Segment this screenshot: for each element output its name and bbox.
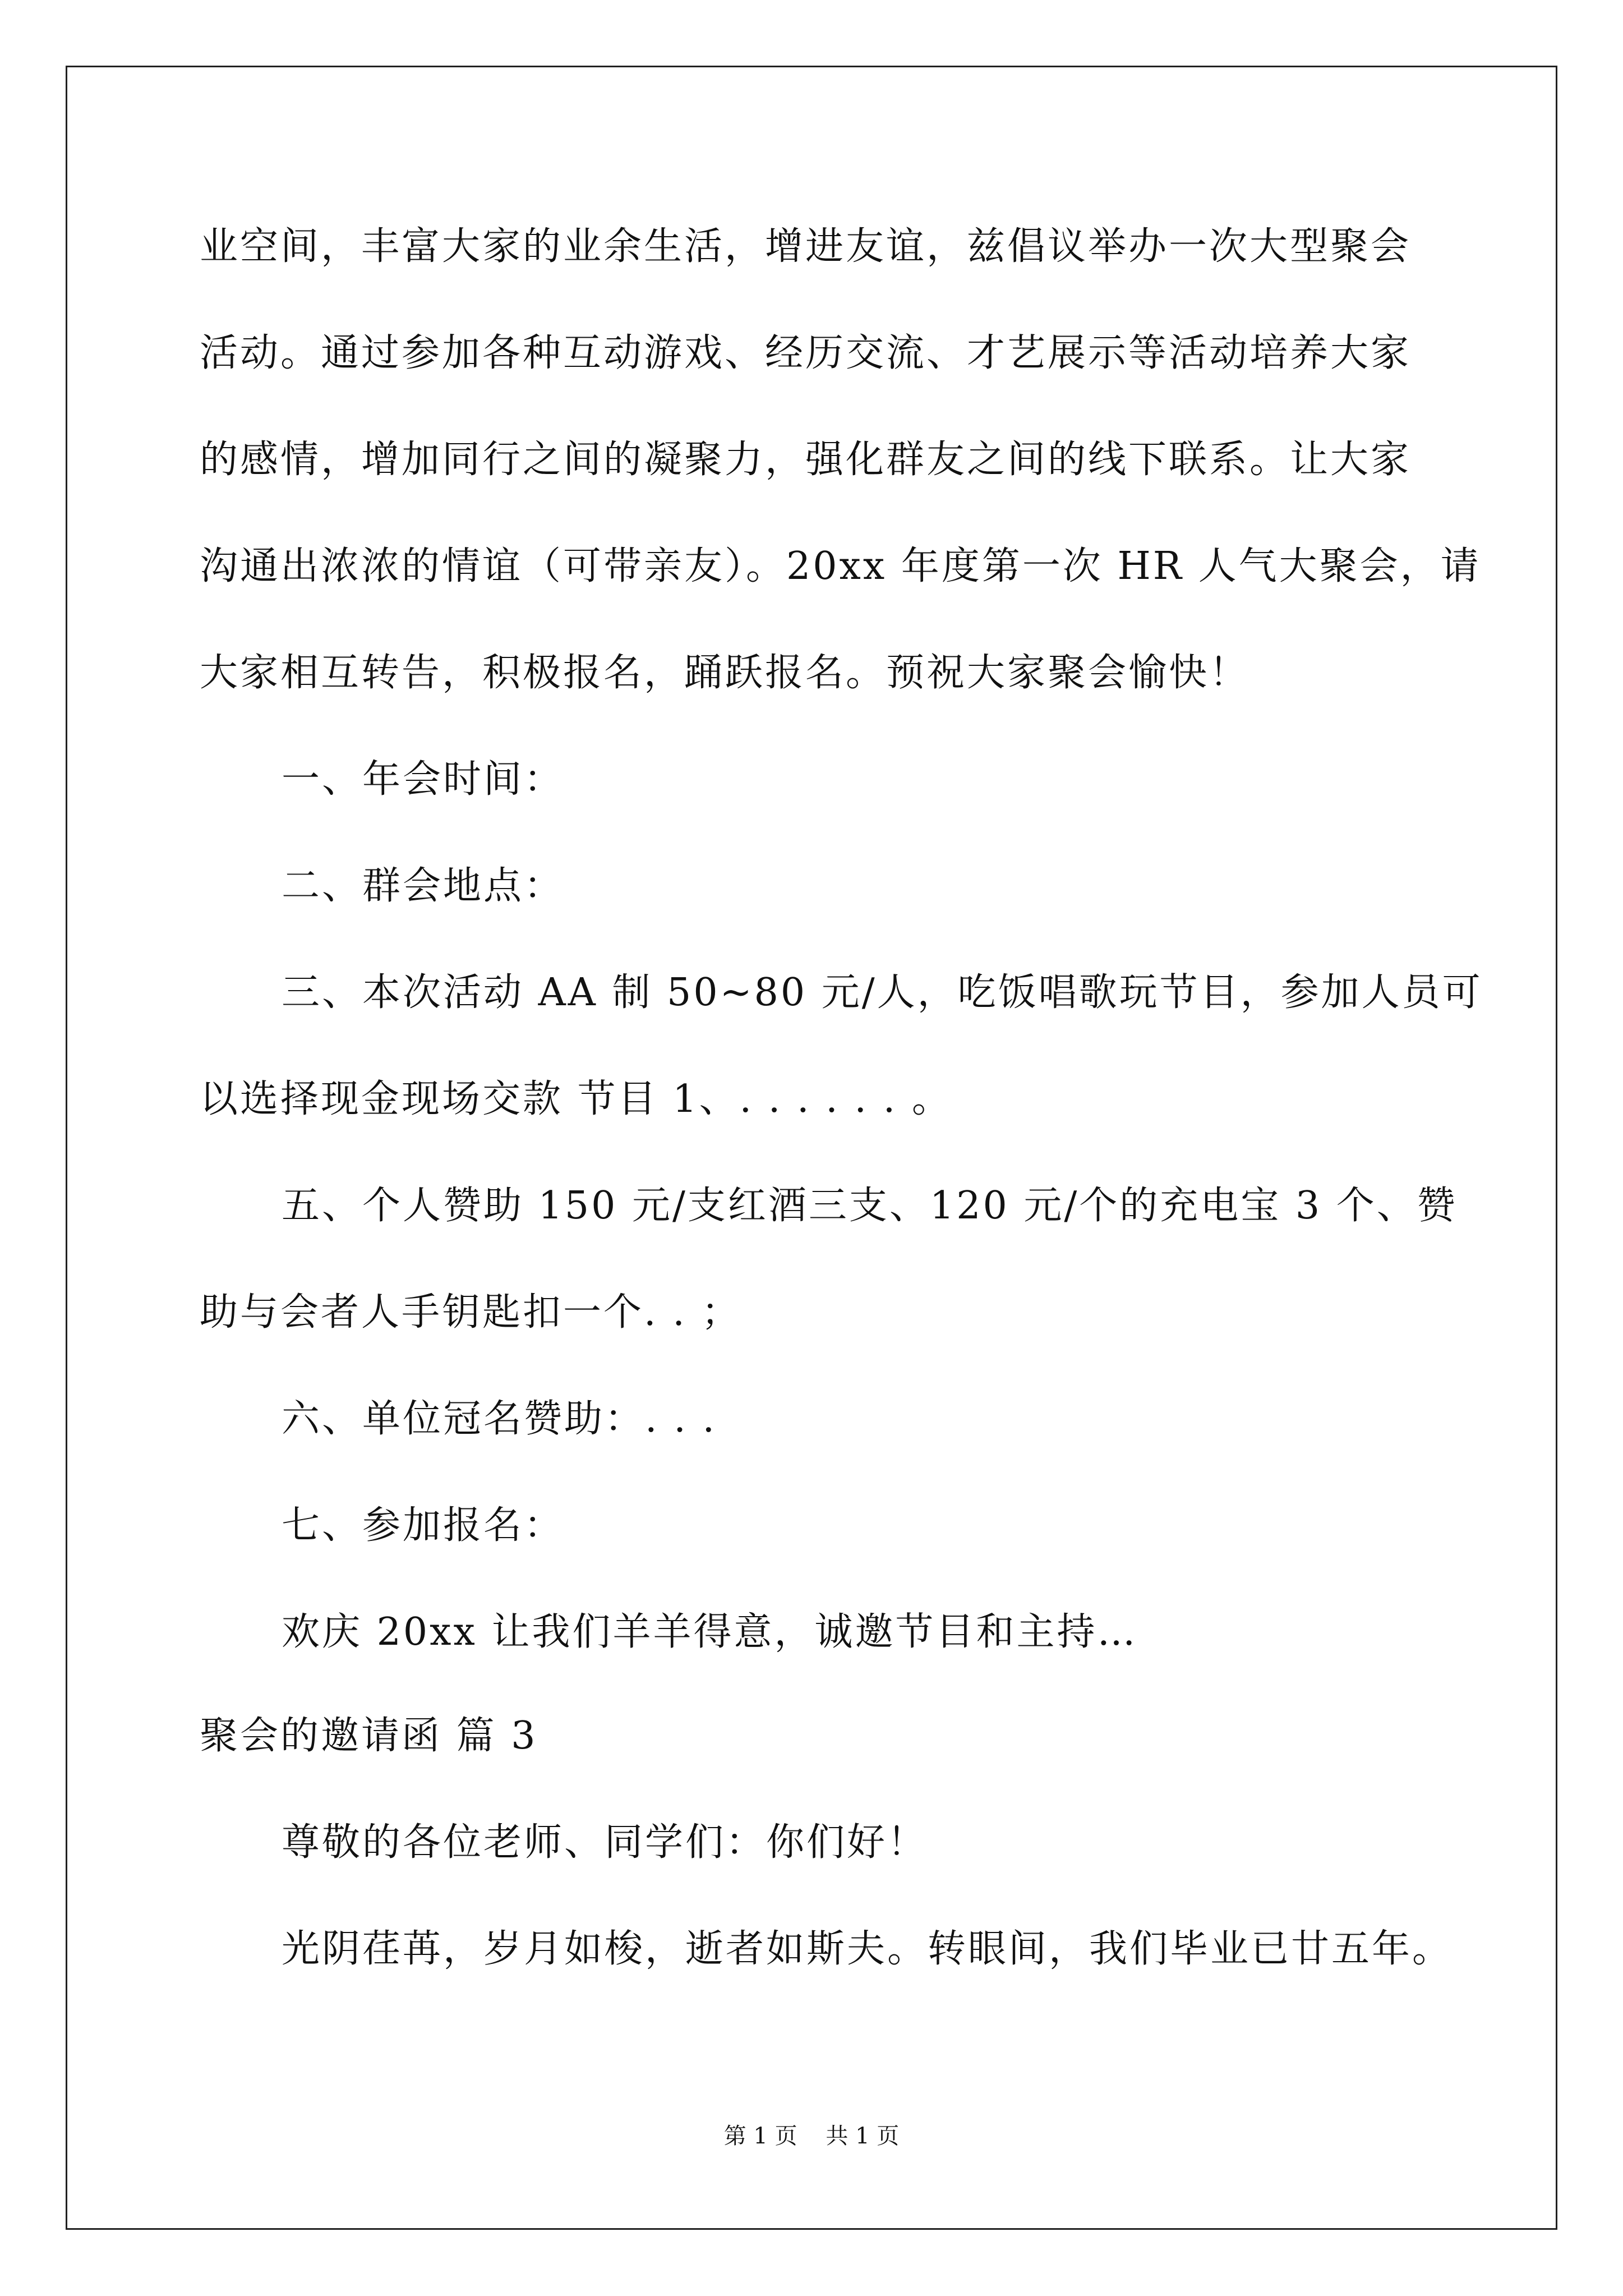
paragraph-line: 业空间，丰富大家的业余生活，增进友谊，兹倡议举办一次大型聚会 <box>200 224 1412 269</box>
paragraph-line: 欢庆 20xx 让我们羊羊得意，诚邀节目和主持… <box>282 1610 1138 1654</box>
section-heading-location: 二、群会地点： <box>282 864 565 908</box>
greeting-line: 尊敬的各位老师、同学们：你们好！ <box>282 1820 928 1865</box>
section-heading-time: 一、年会时间： <box>282 757 565 802</box>
paragraph-line: 活动。通过参加各种互动游戏、经历交流、才艺展示等活动培养大家 <box>200 331 1412 375</box>
document-section-title: 聚会的邀请函 篇 3 <box>200 1714 538 1758</box>
section-heading-signup: 七、参加报名： <box>282 1503 565 1548</box>
page-border <box>66 66 1557 2230</box>
page-footer: 第 1 页 共 1 页 <box>723 2123 900 2149</box>
paragraph-line: 五、个人赞助 150 元/支红酒三支、120 元/个的充电宝 3 个、赞 <box>282 1184 1458 1228</box>
paragraph-line: 三、本次活动 AA 制 50~80 元/人，吃饭唱歌玩节目，参加人员可 <box>282 970 1483 1015</box>
section-heading-sponsor: 六、单位冠名赞助：. . . <box>282 1397 717 1441</box>
paragraph-line: 光阴荏苒，岁月如梭，逝者如斯夫。转眼间，我们毕业已廿五年。 <box>282 1927 1453 1971</box>
paragraph-line: 助与会者人手钥匙扣一个. . ； <box>200 1290 742 1335</box>
paragraph-line: 沟通出浓浓的情谊（可带亲友）。20xx 年度第一次 HR 人气大聚会，请 <box>200 544 1481 588</box>
paragraph-line: 大家相互转告，积极报名，踊跃报名。预祝大家聚会愉快！ <box>200 651 1250 695</box>
paragraph-line: 的感情，增加同行之间的凝聚力，强化群友之间的线下联系。让大家 <box>200 438 1412 482</box>
paragraph-line: 以选择现金现场交款 节目 1、. . . . . . 。 <box>200 1077 952 1121</box>
